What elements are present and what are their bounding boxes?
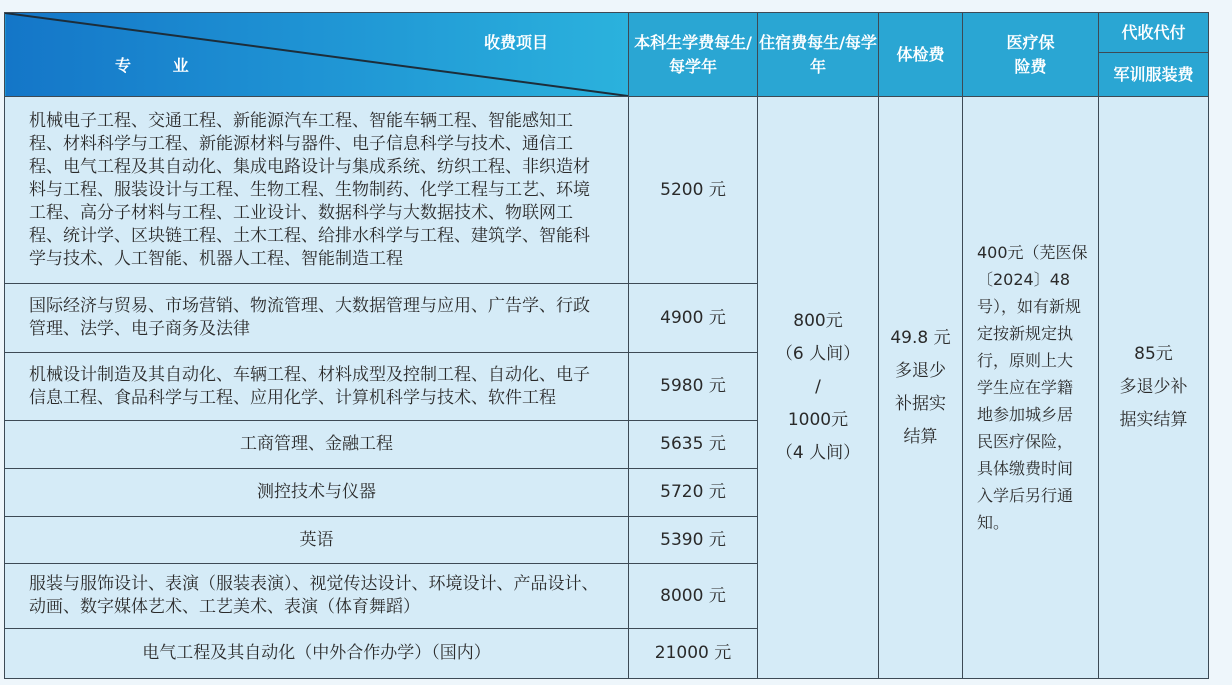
major-cell: 机械设计制造及其自动化、车辆工程、材料成型及控制工程、自动化、电子信息工程、食品科学与工程、应用化学、计算机科学与技术、软件工程 bbox=[5, 353, 629, 421]
tuition-header: 本科生学费每生/每学年 bbox=[629, 13, 758, 97]
tuition-cell: 5635 元 bbox=[629, 421, 758, 469]
tuition-cell: 5390 元 bbox=[629, 517, 758, 564]
major-cell: 服装与服饰设计、表演（服装表演）、视觉传达设计、环境设计、产品设计、动画、数字媒体艺术、工艺美术、表演（体育舞蹈） bbox=[5, 564, 629, 629]
dorm-line: （6 人间） bbox=[775, 344, 861, 364]
military-header: 军训服装费 bbox=[1099, 53, 1209, 97]
military-line: 据实结算 bbox=[1119, 410, 1188, 430]
major-cell: 测控技术与仪器 bbox=[5, 469, 629, 517]
fee-item-label: 收费项目 bbox=[483, 33, 548, 52]
medical-cell: 400元（芜医保〔2024〕48号），如有新规定按新规定执行，原则上大学生应在学籍地参加城乡居民医疗保险，具体缴费时间入学后另行通知。 bbox=[963, 97, 1099, 679]
dorm-header: 住宿费每生/每学年 bbox=[758, 13, 879, 97]
exam-line: 多退少 bbox=[895, 360, 946, 381]
military-cell bbox=[1099, 97, 1209, 679]
major-label: 专 业 bbox=[115, 56, 207, 75]
tuition-cell: 21000 元 bbox=[629, 629, 758, 679]
tuition-cell: 4900 元 bbox=[629, 284, 758, 353]
major-cell: 英语 bbox=[5, 517, 629, 564]
dorm-cell bbox=[758, 97, 879, 679]
exam-line: 结算 bbox=[903, 426, 938, 447]
dorm-line: 1000元 bbox=[787, 410, 849, 430]
military-line: 多退少补 bbox=[1119, 377, 1188, 397]
dorm-line: （4 人间） bbox=[775, 443, 861, 463]
medical-header: 医疗保险费 bbox=[963, 13, 1099, 97]
exam-line: 49.8 元 bbox=[890, 327, 951, 348]
major-cell: 国际经济与贸易、市场营销、物流管理、大数据管理与应用、广告学、行政管理、法学、电子商务及法律 bbox=[5, 284, 629, 353]
exam-cell bbox=[879, 97, 963, 679]
tuition-cell: 5980 元 bbox=[629, 353, 758, 421]
fee-table bbox=[4, 12, 1209, 679]
tuition-cell: 5200 元 bbox=[629, 97, 758, 284]
dorm-line: 800元 bbox=[793, 311, 843, 331]
tuition-cell: 8000 元 bbox=[629, 564, 758, 629]
major-cell: 机械电子工程、交通工程、新能源汽车工程、智能车辆工程、智能感知工程、材料科学与工程、新能源材料与器件、电子信息科学与技术、通信工程、电气工程及其自动化、集成电路设计与集成系统、纺织工程、非织造材料与工程、服装设计与工程、生物工程、生物制药、化学工程与工艺、环境工程、高分子材料与工程、工业设计、数据科学与大数据技术、物联网工程、统计学、区块链工程、土木工程、给排水科学与工程、建筑学、智能科学与技术、人工智能、机器人工程、智能制造工程 bbox=[5, 97, 629, 284]
military-line: 85元 bbox=[1134, 344, 1173, 364]
table-row bbox=[5, 97, 1209, 284]
major-cell: 工商管理、金融工程 bbox=[5, 421, 629, 469]
dorm-line: / bbox=[815, 377, 821, 397]
exam-header: 体检费 bbox=[879, 13, 963, 97]
tuition-cell: 5720 元 bbox=[629, 469, 758, 517]
exam-line: 补据实 bbox=[895, 393, 946, 414]
major-cell: 电气工程及其自动化（中外合作办学）（国内） bbox=[5, 629, 629, 679]
collect-header: 代收代付 bbox=[1099, 13, 1209, 53]
corner-header bbox=[5, 13, 629, 97]
